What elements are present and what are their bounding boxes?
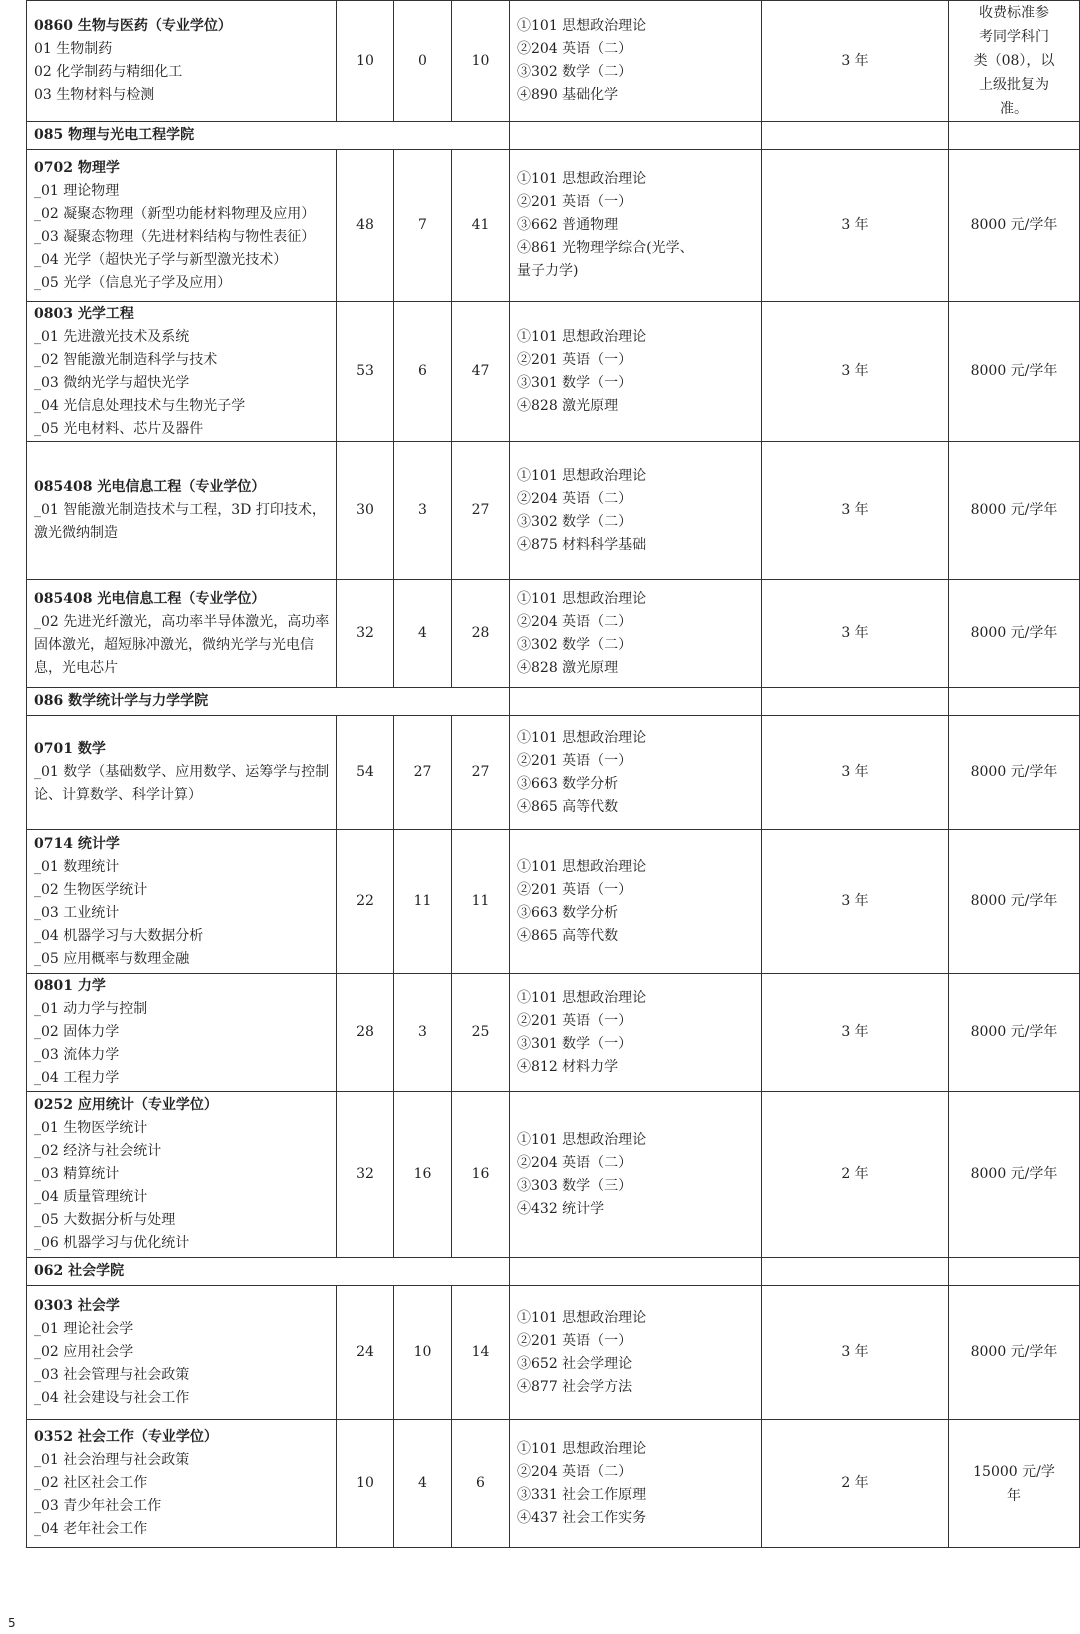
research-direction: _02 固体力学 (34, 1024, 120, 1040)
enrollment-exam: 27 (452, 716, 510, 830)
exam-subject: ③302 数学（二） (517, 636, 633, 653)
program-row (27, 830, 1080, 974)
exam-subject: ④812 材料力学 (517, 1058, 619, 1075)
research-direction: _01 数学（基础数学、应用数学、运筹学与控制论、计算数学、科学计算） (34, 764, 330, 803)
tuition-fee (949, 1, 1080, 122)
study-years: 2 年 (762, 1092, 949, 1258)
enrollment-recommended: 7 (394, 150, 452, 302)
enrollment-total: 54 (337, 716, 394, 830)
exam-subject: ④432 统计学 (517, 1200, 605, 1217)
research-direction: _03 青少年社会工作 (34, 1498, 162, 1514)
tuition-fee (949, 830, 1080, 974)
enrollment-exam: 25 (452, 974, 510, 1092)
enrollment-total: 30 (337, 442, 394, 580)
enrollment-total: 22 (337, 830, 394, 974)
enrollment-exam: 6 (452, 1420, 510, 1548)
research-direction: _02 生物医学统计 (34, 881, 148, 898)
research-direction: _05 光学（信息光子学及应用） (34, 274, 232, 291)
exam-subject: ④865 高等代数 (517, 798, 619, 815)
program-row (27, 974, 1080, 1092)
program-title: 0801 力学 (34, 978, 106, 994)
years-cell-empty (762, 122, 949, 150)
exam-subject: ④875 材料科学基础 (517, 536, 647, 553)
study-years: 2 年 (762, 1420, 949, 1548)
enrollment-exam: 10 (452, 1, 510, 122)
tuition-fee (949, 150, 1080, 302)
research-direction: _04 工程力学 (34, 1070, 120, 1086)
research-direction: 01 生物制药 (34, 41, 113, 57)
enrollment-exam: 47 (452, 302, 510, 442)
research-direction: _05 光电材料、芯片及器件 (34, 420, 204, 437)
enrollment-total: 32 (337, 580, 394, 688)
research-direction: _03 凝聚态物理（先进材料结构与物性表征） (34, 228, 316, 245)
program-cell (27, 442, 337, 580)
program-cell (27, 974, 337, 1092)
exam-subject: ②201 英语（一） (517, 194, 633, 210)
program-cell (27, 580, 337, 688)
exam-subject: ②201 英语（一） (517, 351, 633, 368)
enrollment-recommended: 10 (394, 1286, 452, 1420)
college-row (27, 1258, 1080, 1286)
exam-subject: ④890 基础化学 (517, 87, 619, 103)
exam-subjects (510, 1092, 762, 1258)
fee-line: 年 (1007, 1487, 1021, 1504)
exam-subject: ④828 激光原理 (517, 659, 619, 676)
exam-subject: ①101 思想政治理论 (517, 858, 647, 875)
study-years: 3 年 (762, 1286, 949, 1420)
years-cell-empty (762, 1258, 949, 1286)
program-row (27, 716, 1080, 830)
research-direction: _03 社会管理与社会政策 (34, 1367, 190, 1383)
exam-subject: ④865 高等代数 (517, 927, 619, 944)
exam-subjects (510, 580, 762, 688)
fee-line: 8000 元/学年 (970, 893, 1058, 909)
exam-subject: ①101 思想政治理论 (517, 467, 647, 484)
exam-subjects (510, 716, 762, 830)
fee-line: 准。 (1000, 101, 1028, 117)
research-direction: _05 应用概率与数理金融 (34, 950, 190, 967)
tuition-fee (949, 302, 1080, 442)
exam-subjects (510, 1420, 762, 1548)
research-direction: _04 质量管理统计 (34, 1189, 148, 1205)
exam-subject: ④437 社会工作实务 (517, 1509, 647, 1526)
study-years: 3 年 (762, 716, 949, 830)
exam-subject: ③662 普通物理 (517, 217, 619, 233)
research-direction: _04 光信息处理技术与生物光子学 (34, 397, 246, 414)
fee-line: 类（08），以 (973, 53, 1055, 69)
tuition-fee (949, 1092, 1080, 1258)
enrollment-exam: 14 (452, 1286, 510, 1420)
enrollment-total: 53 (337, 302, 394, 442)
exam-subject: ④828 激光原理 (517, 397, 619, 414)
exam-subject: ④877 社会学方法 (517, 1378, 633, 1395)
college-row (27, 688, 1080, 716)
program-cell (27, 1286, 337, 1420)
program-cell (27, 1, 337, 122)
enrollment-recommended: 6 (394, 302, 452, 442)
exam-subject: ③302 数学（二） (517, 513, 633, 530)
fee-line: 上级批复为 (979, 77, 1049, 93)
enrollment-exam: 11 (452, 830, 510, 974)
exam-subject: ②204 英语（二） (517, 490, 633, 507)
program-title: 085408 光电信息工程（专业学位） (34, 590, 266, 607)
college-name: 086 数学统计学与力学学院 (27, 688, 510, 716)
research-direction: _01 生物医学统计 (34, 1120, 148, 1136)
fee-line: 8000 元/学年 (970, 217, 1058, 233)
exam-subject: ①101 思想政治理论 (517, 18, 647, 34)
exam-subject: ①101 思想政治理论 (517, 590, 647, 607)
tuition-fee (949, 716, 1080, 830)
research-direction: _03 微纳光学与超快光学 (34, 374, 190, 391)
fee-line: 8000 元/学年 (970, 764, 1058, 780)
program-row (27, 302, 1080, 442)
exam-subject: ③301 数学（一） (517, 1035, 633, 1052)
enrollment-total: 48 (337, 150, 394, 302)
exam-subjects (510, 442, 762, 580)
college-name: 062 社会学院 (27, 1258, 510, 1286)
research-direction: _03 流体力学 (34, 1047, 120, 1063)
exam-subject: ③663 数学分析 (517, 775, 619, 792)
fee-line: 8000 元/学年 (970, 625, 1058, 641)
college-name: 085 物理与光电工程学院 (27, 122, 510, 150)
enrollment-total: 10 (337, 1420, 394, 1548)
program-cell (27, 830, 337, 974)
tuition-fee (949, 1420, 1080, 1548)
enrollment-recommended: 27 (394, 716, 452, 830)
research-direction: _04 光学（超快光子学与新型激光技术） (34, 251, 288, 268)
exam-subject: ①101 思想政治理论 (517, 328, 647, 345)
study-years: 3 年 (762, 830, 949, 974)
exam-subject: ③303 数学（三） (517, 1177, 633, 1194)
program-row (27, 1286, 1080, 1420)
research-direction: _02 经济与社会统计 (34, 1143, 162, 1159)
exam-subjects (510, 830, 762, 974)
program-title: 0702 物理学 (34, 159, 120, 176)
program-title: 0714 统计学 (34, 835, 120, 852)
program-title: 0803 光学工程 (34, 305, 134, 322)
enrollment-exam: 28 (452, 580, 510, 688)
program-cell (27, 716, 337, 830)
study-years: 3 年 (762, 150, 949, 302)
enrollment-total: 10 (337, 1, 394, 122)
enrollment-recommended: 11 (394, 830, 452, 974)
exam-subject: ①101 思想政治理论 (517, 729, 647, 746)
enrollment-recommended: 4 (394, 580, 452, 688)
enrollment-exam: 41 (452, 150, 510, 302)
program-row (27, 580, 1080, 688)
fee-line: 8000 元/学年 (970, 1024, 1058, 1040)
research-direction: _03 精算统计 (34, 1166, 120, 1182)
exam-subjects (510, 302, 762, 442)
research-direction: _01 数理统计 (34, 858, 120, 875)
exam-cell-empty (510, 688, 762, 716)
admissions-table (26, 0, 1080, 1548)
research-direction: _03 工业统计 (34, 904, 120, 921)
enrollment-exam: 27 (452, 442, 510, 580)
years-cell-empty (762, 688, 949, 716)
exam-subject: ③652 社会学理论 (517, 1355, 633, 1372)
research-direction: _02 智能激光制造科学与技术 (34, 351, 218, 368)
study-years: 3 年 (762, 1, 949, 122)
fee-cell-empty (949, 1258, 1080, 1286)
fee-line: 收费标准参 (979, 5, 1049, 21)
research-direction: _04 机器学习与大数据分析 (34, 927, 204, 944)
program-row (27, 1420, 1080, 1548)
research-direction: _01 智能激光制造技术与工程，3D 打印技术，激光微纳制造 (34, 502, 326, 541)
exam-subject: ①101 思想政治理论 (517, 1440, 647, 1457)
college-row (27, 122, 1080, 150)
enrollment-total: 32 (337, 1092, 394, 1258)
program-cell (27, 1092, 337, 1258)
research-direction: _04 老年社会工作 (34, 1521, 148, 1537)
exam-subject: ②204 英语（二） (517, 613, 633, 630)
exam-subject: ②201 英语（一） (517, 881, 633, 898)
research-direction: _05 大数据分析与处理 (34, 1212, 176, 1228)
program-title: 0352 社会工作（专业学位） (34, 1429, 218, 1445)
exam-subject: ②201 英语（一） (517, 1332, 633, 1349)
tuition-fee (949, 442, 1080, 580)
exam-subject: ③663 数学分析 (517, 904, 619, 921)
exam-subject: ④861 光物理学综合(光学、 (517, 240, 694, 256)
enrollment-recommended: 3 (394, 442, 452, 580)
exam-cell-empty (510, 1258, 762, 1286)
program-cell (27, 150, 337, 302)
research-direction: _01 社会治理与社会政策 (34, 1452, 190, 1468)
exam-subjects (510, 974, 762, 1092)
program-title: 0701 数学 (34, 741, 106, 757)
research-direction: 02 化学制药与精细化工 (34, 64, 183, 80)
exam-subject: ③331 社会工作原理 (517, 1486, 647, 1503)
fee-line: 8000 元/学年 (970, 1344, 1058, 1360)
enrollment-exam: 16 (452, 1092, 510, 1258)
study-years: 3 年 (762, 974, 949, 1092)
exam-subjects (510, 1286, 762, 1420)
enrollment-recommended: 0 (394, 1, 452, 122)
enrollment-total: 28 (337, 974, 394, 1092)
exam-subject: ③302 数学（二） (517, 64, 633, 80)
research-direction: _02 应用社会学 (34, 1344, 134, 1360)
tuition-fee (949, 1286, 1080, 1420)
program-title: 0303 社会学 (34, 1298, 120, 1314)
research-direction: _01 理论社会学 (34, 1321, 134, 1337)
exam-subject: 量子力学) (517, 263, 579, 279)
program-title: 085408 光电信息工程（专业学位） (34, 479, 266, 495)
research-direction: _02 凝聚态物理（新型功能材料物理及应用） (34, 205, 316, 222)
fee-line: 8000 元/学年 (970, 502, 1058, 518)
exam-subject: ②201 英语（一） (517, 1012, 633, 1029)
research-direction: _01 理论物理 (34, 182, 120, 199)
enrollment-recommended: 16 (394, 1092, 452, 1258)
research-direction: _01 先进激光技术及系统 (34, 328, 190, 345)
enrollment-recommended: 4 (394, 1420, 452, 1548)
fee-line: 15000 元/学 (973, 1463, 1055, 1480)
program-title: 0860 生物与医药（专业学位） (34, 18, 232, 34)
research-direction: 03 生物材料与检测 (34, 87, 155, 103)
program-cell (27, 302, 337, 442)
program-title: 0252 应用统计（专业学位） (34, 1097, 218, 1113)
exam-subject: ②204 英语（二） (517, 41, 633, 57)
tuition-fee (949, 580, 1080, 688)
exam-subject: ①101 思想政治理论 (517, 1309, 647, 1326)
exam-subject: ③301 数学（一） (517, 374, 633, 391)
research-direction: _02 社区社会工作 (34, 1475, 148, 1491)
fee-line: 8000 元/学年 (970, 1166, 1058, 1182)
exam-cell-empty (510, 122, 762, 150)
research-direction: _04 社会建设与社会工作 (34, 1390, 190, 1406)
exam-subject: ①101 思想政治理论 (517, 171, 647, 187)
fee-line: 8000 元/学年 (970, 363, 1058, 379)
exam-subject: ②204 英语（二） (517, 1463, 633, 1480)
program-cell (27, 1420, 337, 1548)
exam-subjects (510, 150, 762, 302)
program-row (27, 150, 1080, 302)
exam-subject: ①101 思想政治理论 (517, 1131, 647, 1148)
study-years: 3 年 (762, 580, 949, 688)
enrollment-recommended: 3 (394, 974, 452, 1092)
table-body (27, 1, 1080, 1548)
program-row (27, 1, 1080, 122)
study-years: 3 年 (762, 302, 949, 442)
enrollment-total: 24 (337, 1286, 394, 1420)
research-direction: _01 动力学与控制 (34, 1001, 148, 1017)
program-row (27, 442, 1080, 580)
fee-line: 考同学科门 (979, 29, 1049, 45)
fee-cell-empty (949, 688, 1080, 716)
exam-subject: ②204 英语（二） (517, 1154, 633, 1171)
fee-cell-empty (949, 122, 1080, 150)
study-years: 3 年 (762, 442, 949, 580)
exam-subject: ②201 英语（一） (517, 752, 633, 769)
program-row (27, 1092, 1080, 1258)
research-direction: _06 机器学习与优化统计 (34, 1235, 190, 1251)
tuition-fee (949, 974, 1080, 1092)
research-direction: _02 先进光纤激光，高功率半导体激光，高功率固体激光，超短脉冲激光，微纳光学与光电信息，光电芯片 (34, 613, 330, 676)
page-number: 5 (8, 1616, 16, 1630)
exam-subject: ①101 思想政治理论 (517, 989, 647, 1006)
exam-subjects (510, 1, 762, 122)
